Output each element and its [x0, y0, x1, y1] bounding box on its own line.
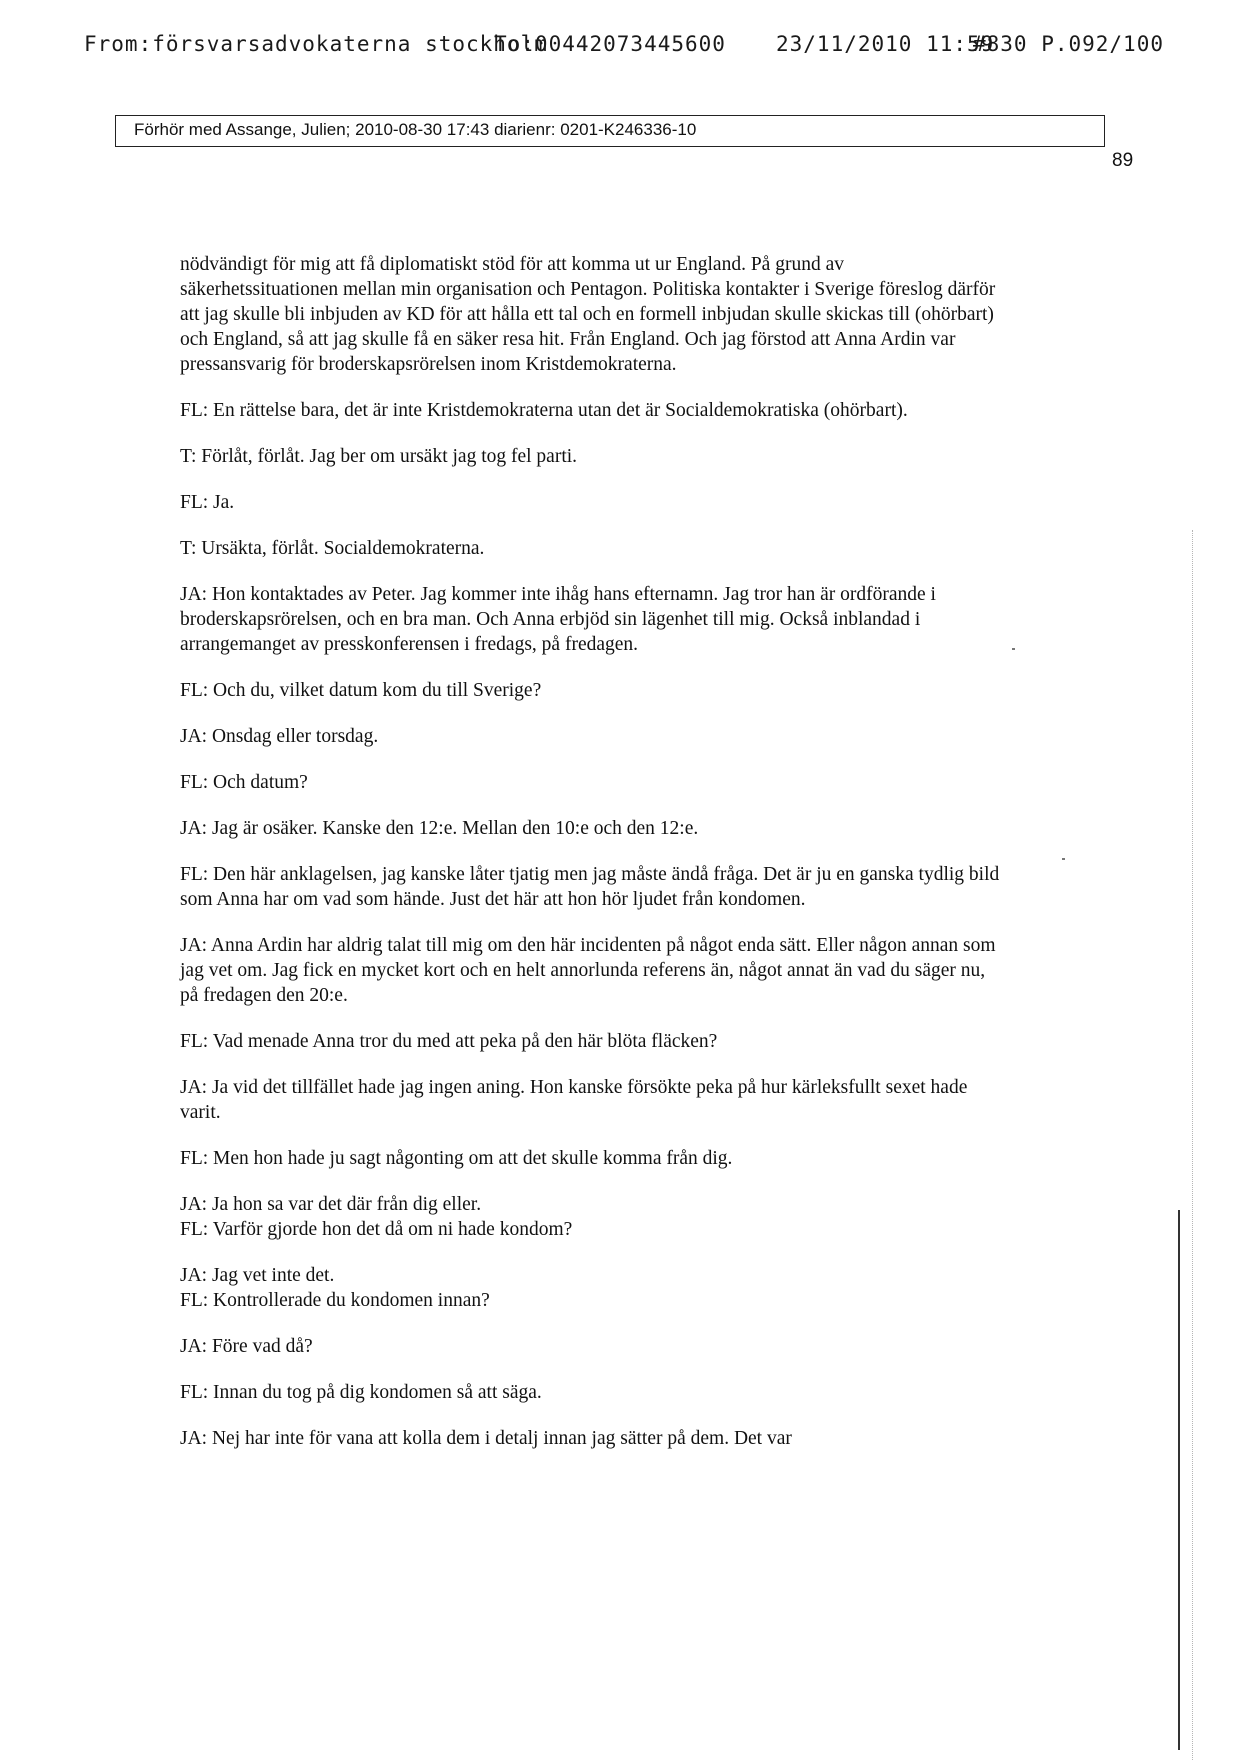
transcript-paragraph: FL: Innan du tog på dig kondomen så att säga.: [180, 1382, 542, 1403]
fax-from: From:försvarsadvokaterna stockholm: [84, 32, 548, 56]
transcript-paragraph: JA: Jag vet inte det.: [180, 1265, 335, 1286]
transcript-paragraph: JA: Ja vid det tillfället hade jag ingen aning. Hon kanske försökte peka på hur kärleksfullt sexet hade varit.: [180, 1077, 968, 1123]
transcript-paragraph: JA: Ja hon sa var det där från dig eller.: [180, 1194, 482, 1215]
transcript-paragraph: JA: Jag är osäker. Kanske den 12:e. Mellan den 10:e och den 12:e.: [180, 818, 699, 839]
fax-page: #830 P.092/100: [972, 32, 1164, 56]
document-header-box: [115, 115, 1105, 147]
transcript-paragraph: FL: Vad menade Anna tror du med att peka på den här blöta fläcken?: [180, 1031, 718, 1052]
transcript-paragraph: FL: En rättelse bara, det är inte Kristdemokraterna utan det är Socialdemokratiska (ohörbart).: [180, 400, 908, 421]
fax-transmission-header: [84, 32, 1164, 62]
transcript-paragraph: JA: Onsdag eller torsdag.: [180, 726, 379, 747]
transcript-paragraph: JA: Före vad då?: [180, 1336, 313, 1357]
fax-to: To:00442073445600: [494, 32, 726, 56]
page-number: 89: [1112, 150, 1134, 171]
scan-speck: [1012, 648, 1015, 650]
transcript-paragraph: FL: Den här anklagelsen, jag kanske låter tjatig men jag måste ändå fråga. Det är ju en ganska tydlig bild som Anna har om vad som hände. Just det här att hon hör ljudet från kondomen.: [180, 864, 1000, 910]
transcript-paragraph: JA: Anna Ardin har aldrig talat till mig om den här incidenten på något enda sätt. Eller någon annan som jag vet om. Jag fick en mycket kort och en helt annorlunda referens än, något annat än vad du säger nu, på fredagen den 20:e.: [180, 935, 996, 1006]
transcript-paragraph: FL: Och datum?: [180, 772, 308, 793]
transcript-paragraph: T: Förlåt, förlåt. Jag ber om ursäkt jag tog fel parti.: [180, 446, 578, 467]
transcript-paragraph: FL: Men hon hade ju sagt någonting om att det skulle komma från dig.: [180, 1148, 733, 1169]
scan-speck: [1062, 858, 1065, 860]
transcript-paragraph: FL: Varför gjorde hon det då om ni hade kondom?: [180, 1219, 573, 1240]
transcript-paragraph: FL: Kontrollerade du kondomen innan?: [180, 1290, 490, 1311]
document-title: Förhör med Assange, Julien; 2010-08-30 17:43 diarienr: 0201-K246336-10: [134, 120, 697, 139]
transcript-paragraph: JA: Hon kontaktades av Peter. Jag kommer inte ihåg hans efternamn. Jag tror han är ordförande i broderskapsrörelsen, och en bra man. Och Anna erbjöd sin lägenhet till mig. Också inblandad i arrangemanget av presskonferensen i fredags, på fredagen.: [180, 584, 936, 655]
scan-artifact-line: [1192, 530, 1193, 1760]
transcript-body: [180, 252, 1000, 1472]
fax-datetime: 23/11/2010 11:59: [776, 32, 995, 56]
transcript-paragraph: JA: Nej har inte för vana att kolla dem i detalj innan jag sätter på dem. Det var: [180, 1428, 792, 1449]
transcript-paragraph: FL: Och du, vilket datum kom du till Sverige?: [180, 680, 542, 701]
transcript-paragraph: FL: Ja.: [180, 492, 235, 513]
transcript-paragraph: nödvändigt för mig att få diplomatiskt stöd för att komma ut ur England. På grund av säkerhetssituationen mellan min organisation och Pentagon. Politiska kontakter i Sverige föreslog därför att jag skulle bli inbjuden av KD för att hålla ett tal och en formell inbjudan skulle skickas till (ohörbart) och England, så att jag skulle få en säker resa hit. Från England. Och jag förstod att Anna Ardin var pressansvarig för broderskapsrörelsen inom Kristdemokraterna.: [180, 254, 996, 375]
transcript-paragraph: T: Ursäkta, förlåt. Socialdemokraterna.: [180, 538, 485, 559]
scan-artifact-line: [1178, 1210, 1180, 1750]
